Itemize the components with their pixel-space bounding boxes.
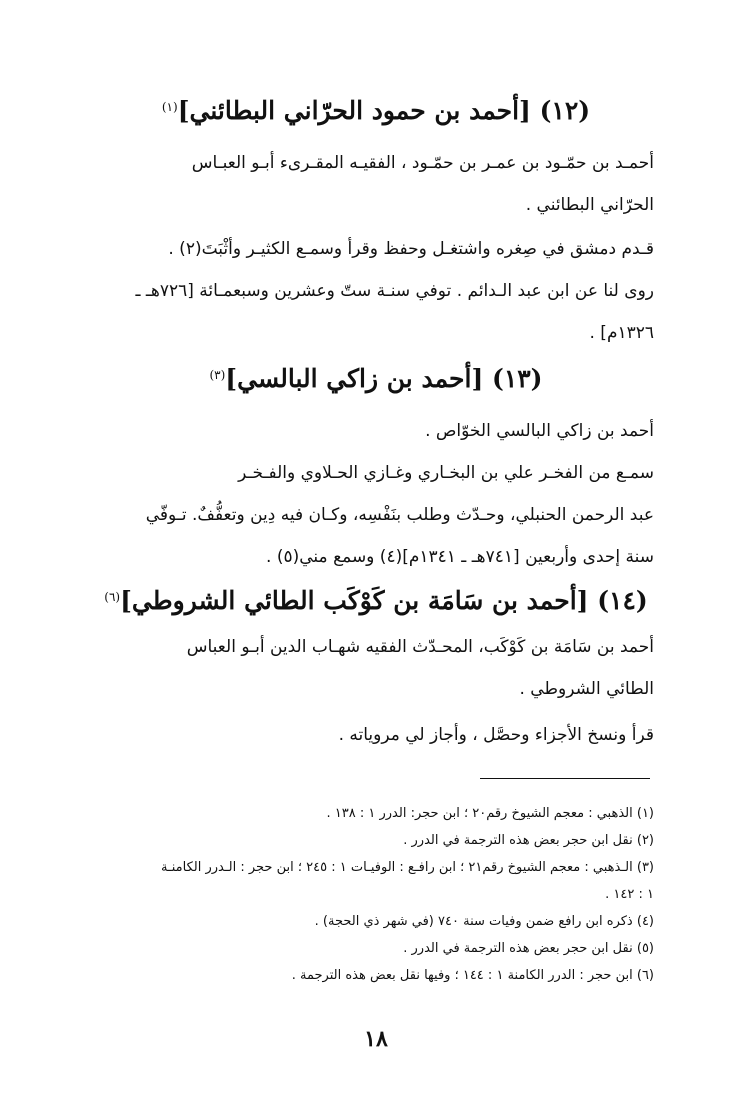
footnote-3-continued: ١ : ١٤٢ . [605, 887, 654, 902]
text-line: الحرّاني البطائني . [525, 195, 654, 215]
text-line: سمـع من الفخـر علي بن البخـاري وغـازي الحـلاوي والفـخـر [238, 463, 654, 483]
footnote-3: (٣) الـذهبي : معجم الشيوخ رقم٢١ ؛ ابن رافـع : الوفيـات ١ : ٢٤٥ ؛ ابن حجر : الـدرر الكامنـة [160, 860, 654, 875]
footnote-divider [480, 778, 650, 779]
entry-heading-12-text: (١٢) [أحمد بن حمود الحرّاني البطائني] [177, 96, 591, 125]
entry-14-paragraph-1 [98, 626, 654, 710]
entry-heading-14 [98, 584, 654, 618]
footnote-5: (٥) نقل ابن حجر بعض هذه الترجمة في الدرر . [403, 941, 654, 956]
entry-heading-13-text: (١٣) [أحمد بن زاكي البالسي] [225, 364, 543, 393]
entry-heading-14-note: (٦) [104, 590, 121, 604]
page-number: ١٨ [364, 1026, 388, 1052]
entry-heading-13-note: (٣) [209, 368, 226, 382]
entry-heading-14-text: (١٤) [أحمد بن سَامَة بن كَوْكَب الطائي الشروطي] [120, 586, 648, 615]
footnote-2: (٢) نقل ابن حجر بعض هذه الترجمة في الدرر . [403, 833, 654, 848]
footnote-1: (١) الذهبي : معجم الشيوخ رقم٢٠ ؛ ابن حجر: الدرر ١ : ١٣٨ . [326, 806, 654, 821]
text-line: أحمـد بن حمّـود بن عمـر بن حمّـود ، الفقيـه المقـرىء أبـو العبـاس [191, 153, 654, 173]
entry-13-paragraph-2 [98, 452, 654, 578]
entry-12-paragraph-1 [98, 142, 654, 226]
text-line: قـدم دمشق في صِغره واشتغـل وحفظ وقرأ وسمـع الكثيـر وأثْبَتَ(٢) . [168, 239, 654, 259]
text-line: الطائي الشروطي . [519, 679, 654, 699]
text-line: أحمد بن سَامَة بن كَوْكَب، المحـدّث الفقيه شهـاب الدين أبـو العباس [186, 637, 654, 657]
text-line: أحمد بن زاكي البالسي الخوّاص . [425, 421, 654, 441]
entry-14-paragraph-2 [98, 714, 654, 756]
footnote-4: (٤) ذكره ابن رافع ضمن وفيات سنة ٧٤٠ (في شهر ذي الحجة) . [314, 914, 654, 929]
text-line: سنة إحدى وأربعين [٧٤١هـ ـ ١٣٤١م](٤) وسمع مني(٥) . [266, 547, 654, 567]
entry-12-paragraph-2 [98, 228, 654, 354]
footnotes [98, 800, 654, 989]
entry-heading-12 [98, 94, 654, 128]
text-line: قرأ ونسخ الأجزاء وحصَّل ، وأجاز لي مروياته . [338, 725, 654, 745]
entry-heading-13 [98, 362, 654, 396]
entry-heading-12-note: (١) [161, 100, 178, 114]
footnote-6: (٦) ابن حجر : الدرر الكامنة ١ : ١٤٤ ؛ وفيها نقل بعض هذه الترجمة . [291, 968, 654, 983]
text-line: ١٣٢٦م] . [589, 323, 654, 343]
text-line: روى لنا عن ابن عبد الـدائم . توفي سنـة ستّ وعشرين وسبعمـائة [٧٢٦هـ ـ [135, 281, 654, 301]
text-line: عبد الرحمن الحنبلي، وحـدّث وطلب بنَفْسِه، وكـان فيه دِين وتعفُّفٌ. تـوفّي [145, 505, 654, 525]
entry-13-paragraph-1 [98, 410, 654, 452]
